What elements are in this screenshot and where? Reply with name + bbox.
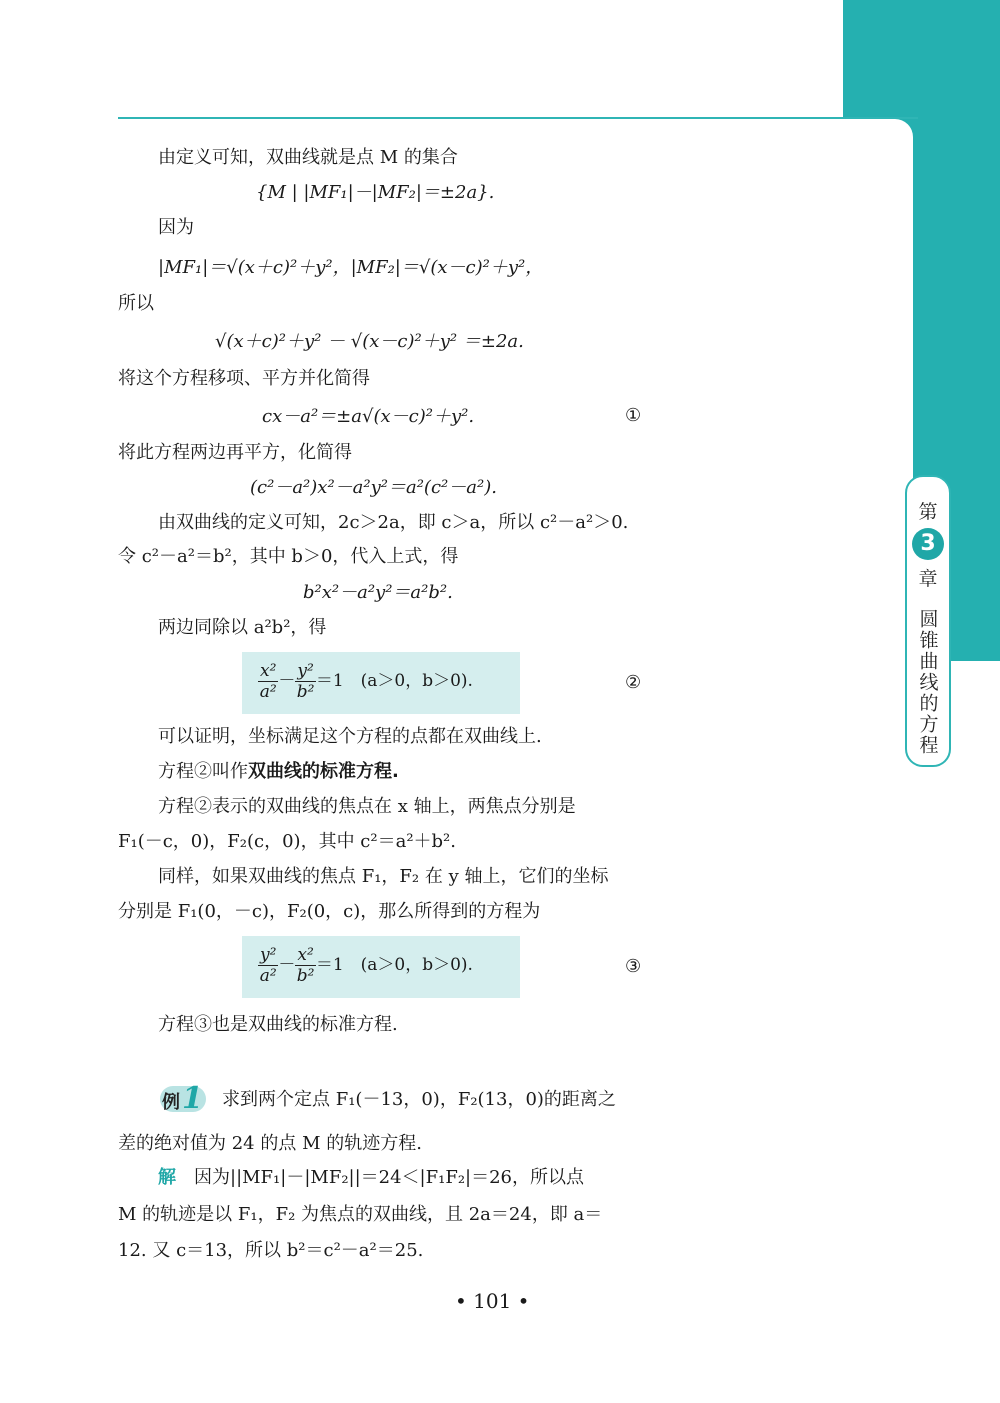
fraction: $\frac{\text{x²}}{\text{b²}}$ xyxy=(296,945,315,986)
text-line: 可以证明，坐标满足这个方程的点都在双曲线上. xyxy=(158,726,542,747)
fraction: $\frac{\text{x²}}{\text{a²}}$ xyxy=(259,661,277,702)
text-line: 方程③也是双曲线的标准方程. xyxy=(158,1014,398,1035)
example-label: 例 xyxy=(162,1092,180,1113)
text-line: 所以 xyxy=(118,293,154,314)
text-line: 分别是 F₁(0，－c)，F₂(0，c)，那么所得到的方程为 xyxy=(118,901,541,922)
formula-difference: √(x＋c)²＋y² － √(x－c)²＋y² ＝±2a. xyxy=(215,331,524,352)
fraction: $\frac{\text{y²}}{\text{b²}}$ xyxy=(296,661,315,702)
page-body-area xyxy=(843,119,913,679)
fraction: $\frac{\text{y²}}{\text{a²}}$ xyxy=(259,945,277,986)
definition-line: 方程②叫作双曲线的标准方程. xyxy=(158,761,399,782)
formula-b: b²x²－a²y²＝a²b². xyxy=(303,582,453,603)
text-line: 两边同除以 a²b²，得 xyxy=(158,617,327,638)
chapter-title: 圆锥曲线的方程 xyxy=(916,609,939,756)
formula-set: {M | |MF₁|－|MF₂|＝±2a}. xyxy=(256,182,495,203)
formula-1: cx－a²＝±a√(x－c)²＋y². xyxy=(262,406,475,427)
standard-equation-3: $\frac{\text{y²}}{\text{a²}}$ － $\frac{\text{x²}}{\text{b²}}$ ＝1 (a＞0，b＞0). xyxy=(242,936,520,998)
chapter-number: 3 xyxy=(912,528,944,560)
example-text: 求到两个定点 F₁(－13，0)，F₂(13，0)的距离之 xyxy=(222,1089,616,1110)
text-line: 令 c²－a²＝b²，其中 b＞0，代入上式，得 xyxy=(118,546,459,567)
text-line: 将这个方程移项、平方并化简得 xyxy=(118,368,370,389)
text-line: 同样，如果双曲线的焦点 F₁，F₂ 在 y 轴上，它们的坐标 xyxy=(158,866,609,887)
example-badge xyxy=(160,1083,208,1115)
example-text: 差的绝对值为 24 的点 M 的轨迹方程. xyxy=(118,1133,422,1154)
page-number: • 101 • xyxy=(455,1289,530,1313)
header-rule xyxy=(118,117,918,119)
formula-squared: (c²－a²)x²－a²y²＝a²(c²－a²). xyxy=(250,477,497,498)
solution-line: M 的轨迹是以 F₁，F₂ 为焦点的双曲线，且 2a＝24，即 a＝ xyxy=(118,1204,603,1225)
standard-equation-2: $\frac{\text{x²}}{\text{a²}}$ － $\frac{\text{y²}}{\text{b²}}$ ＝1 (a＞0，b＞0). xyxy=(242,652,520,714)
equation-marker-2: ② xyxy=(625,672,642,693)
equation-marker-1: ① xyxy=(625,405,642,426)
solution-label: 解 xyxy=(158,1167,176,1188)
text-line: 由双曲线的定义可知，2c＞2a，即 c＞a，所以 c²－a²＞0. xyxy=(158,512,629,533)
chapter-tab xyxy=(905,475,951,767)
text-line: 将此方程两边再平方，化简得 xyxy=(118,442,352,463)
equation-marker-3: ③ xyxy=(625,956,642,977)
chapter-di: 第 xyxy=(918,501,938,523)
chapter-zhang: 章 xyxy=(918,568,938,590)
solution-line: 解 因为||MF₁|－|MF₂||＝24＜|F₁F₂|＝26，所以点 xyxy=(158,1167,585,1188)
example-number: 1 xyxy=(182,1081,203,1116)
solution-line: 12. 又 c＝13，所以 b²＝c²－a²＝25. xyxy=(118,1240,424,1261)
text-line: F₁(－c，0)，F₂(c，0)，其中 c²＝a²＋b². xyxy=(118,831,456,852)
text-line: 由定义可知，双曲线就是点 M 的集合 xyxy=(158,147,458,168)
text-line: 方程②表示的双曲线的焦点在 x 轴上，两焦点分别是 xyxy=(158,796,576,817)
formula-distances: |MF₁|＝√(x＋c)²＋y²，|MF₂|＝√(x－c)²＋y²， xyxy=(158,257,544,278)
term-standard-equation: 双曲线的标准方程. xyxy=(248,761,399,782)
text-line: 因为 xyxy=(158,217,194,238)
